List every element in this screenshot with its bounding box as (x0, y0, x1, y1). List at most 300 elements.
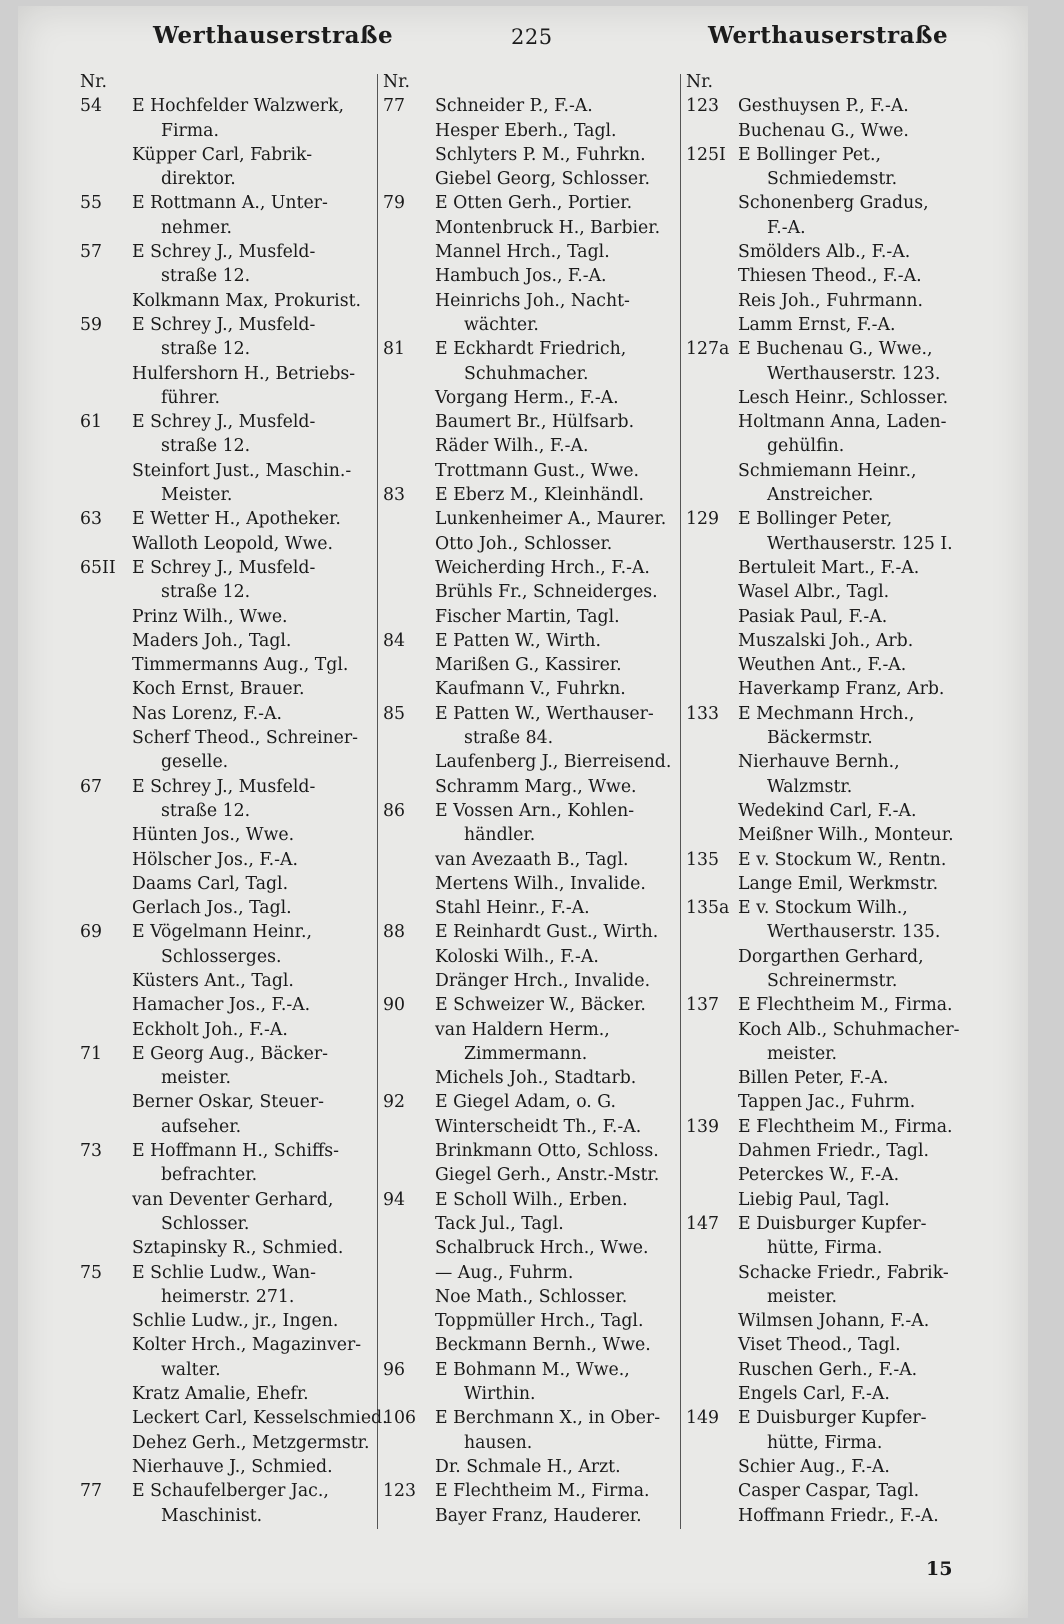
entry-text: Dr. Schmale H., Arzt. (435, 1456, 621, 1477)
address-column-1 (80, 70, 388, 1528)
house-number: 69 (80, 922, 102, 943)
entry-text: Schier Aug., F.-A. (738, 1456, 890, 1477)
resident-line (686, 823, 986, 847)
sheet-number: 15 (926, 1558, 953, 1580)
entry-continuation: meister. (161, 1068, 232, 1089)
entry-text: Steinfort Just., Maschin.- (132, 460, 352, 481)
resident-line (80, 532, 380, 556)
house-number: 71 (80, 1043, 102, 1064)
resident-line (686, 605, 986, 629)
entry-text: E Vögelmann Heinr., (132, 922, 312, 943)
resident-line (686, 264, 986, 288)
entry-text: Timmermanns Aug., Tgl. (132, 655, 349, 676)
resident-line (686, 1066, 986, 1090)
house-number: 135a (686, 898, 730, 919)
entry-text: E Wetter H., Apotheker. (132, 509, 341, 530)
resident-line (80, 434, 380, 458)
house-entry (686, 993, 986, 1017)
entry-text: Engels Carl, F.-A. (738, 1384, 890, 1405)
resident-line (686, 726, 986, 750)
house-number: 67 (80, 776, 102, 797)
entry-text: Tappen Jac., Fuhrm. (738, 1092, 916, 1113)
entry-text: E Duisburger Kupfer- (738, 1213, 927, 1234)
entry-text: Meißner Wilh., Monteur. (738, 825, 954, 846)
entry-text: Noe Math., Schlosser. (435, 1286, 628, 1307)
entry-text: Küpper Carl, Fabrik- (132, 144, 313, 165)
entry-continuation: hausen. (464, 1432, 533, 1453)
entry-text: Bertuleit Mart., F.-A. (738, 557, 920, 578)
resident-line (383, 1285, 683, 1309)
resident-line (383, 1382, 683, 1406)
house-entry (383, 1188, 683, 1212)
resident-line (383, 556, 683, 580)
house-entry (80, 313, 380, 337)
resident-line (80, 945, 380, 969)
entry-text: Casper Caspar, Tagl. (738, 1481, 920, 1502)
entry-text: Haverkamp Franz, Arb. (738, 679, 945, 700)
resident-line (383, 750, 683, 774)
resident-line (383, 1455, 683, 1479)
resident-line (80, 629, 380, 653)
entry-text: Trottmann Gust., Wwe. (435, 460, 640, 481)
entry-text: Schonenberg Gradus, (738, 193, 929, 214)
entry-text: van Avezaath B., Tagl. (435, 849, 629, 870)
entry-text: Montenbruck H., Barbier. (435, 217, 661, 238)
resident-line (80, 1455, 380, 1479)
entry-text: Prinz Wilh., Wwe. (132, 606, 288, 627)
entry-text: E Schrey J., Musfeld- (132, 776, 316, 797)
house-number: 129 (686, 509, 719, 530)
house-entry (686, 848, 986, 872)
house-entry (383, 799, 683, 823)
entry-continuation: heimerstr. 271. (161, 1286, 295, 1307)
resident-line (80, 1115, 380, 1139)
house-entry (383, 1406, 683, 1430)
house-entry (383, 1358, 683, 1382)
entry-text: E Hochfelder Walzwerk, (132, 96, 345, 117)
resident-line (686, 750, 986, 774)
house-number: 54 (80, 96, 102, 117)
page-number: 225 (511, 25, 553, 49)
entry-text: Leckert Carl, Kesselschmied. (132, 1408, 388, 1429)
resident-line (80, 1382, 380, 1406)
resident-line (686, 1455, 986, 1479)
entry-text: Schacke Friedr., Fabrik- (738, 1262, 949, 1283)
entry-text: Hulfershorn H., Betriebs- (132, 363, 356, 384)
resident-line (686, 1188, 986, 1212)
resident-line (80, 726, 380, 750)
entry-text: Schneider P., F.-A. (435, 96, 593, 117)
entry-continuation: händler. (464, 825, 536, 846)
resident-line (383, 823, 683, 847)
resident-line (686, 313, 986, 337)
entry-continuation: Werthauserstr. 125 I. (767, 533, 953, 554)
entry-text: Maders Joh., Tagl. (132, 630, 292, 651)
resident-line (686, 1309, 986, 1333)
entry-text: Kratz Amalie, Ehefr. (132, 1384, 309, 1405)
entry-text: Schlyters P. M., Fuhrkn. (435, 144, 646, 165)
house-entry (80, 920, 380, 944)
entry-continuation: Anstreicher. (767, 485, 874, 506)
house-number: 61 (80, 412, 102, 433)
entry-text: Beckmann Bernh., Wwe. (435, 1335, 651, 1356)
entry-text: Gerlach Jos., Tagl. (132, 898, 292, 919)
house-number: 63 (80, 509, 102, 530)
resident-line (80, 580, 380, 604)
resident-line (686, 362, 986, 386)
entry-text: E v. Stockum Wilh., (738, 898, 908, 919)
entry-text: Koloski Wilh., F.-A. (435, 946, 599, 967)
entry-text: Kolkmann Max, Prokurist. (132, 290, 362, 311)
entry-text: Marißen G., Kassirer. (435, 655, 622, 676)
entry-text: E Bollinger Peter, (738, 509, 893, 530)
house-entry (686, 702, 986, 726)
entry-text: Gesthuysen P., F.-A. (738, 96, 909, 117)
entry-text: Viset Theod., Tagl. (738, 1335, 901, 1356)
resident-line (686, 1236, 986, 1260)
house-number: 139 (686, 1116, 719, 1137)
resident-line (383, 726, 683, 750)
entry-continuation: führer. (161, 387, 220, 408)
entry-text: Kaufmann V., Fuhrkn. (435, 679, 626, 700)
entry-continuation: straße 12. (161, 436, 251, 457)
entry-text: Koch Ernst, Brauer. (132, 679, 305, 700)
resident-line (686, 653, 986, 677)
entry-text: Peterckes W., F.-A. (738, 1165, 900, 1186)
street-title-left: Werthauserstraße (153, 22, 394, 49)
entry-continuation: direktor. (161, 169, 236, 190)
entry-text: Lunkenheimer A., Maurer. (435, 509, 667, 530)
house-number: 65II (80, 557, 116, 578)
entry-text: Küsters Ant., Tagl. (132, 970, 294, 991)
resident-line (686, 629, 986, 653)
entry-continuation: Zimmermann. (464, 1043, 588, 1064)
house-number: 123 (686, 96, 719, 117)
resident-line (80, 1066, 380, 1090)
resident-line (80, 264, 380, 288)
house-entry (80, 775, 380, 799)
resident-line (383, 653, 683, 677)
entry-text: E Georg Aug., Bäcker- (132, 1043, 328, 1064)
entry-text: Lesch Heinr., Schlosser. (738, 387, 949, 408)
resident-line (383, 605, 683, 629)
entry-text: E Patten W., Werthauser- (435, 703, 654, 724)
resident-line (80, 1090, 380, 1114)
resident-line (80, 1018, 380, 1042)
house-entry (80, 1261, 380, 1285)
house-number: 79 (383, 193, 405, 214)
entry-text: Schramm Marg., Wwe. (435, 776, 637, 797)
resident-line (383, 1163, 683, 1187)
entry-text: Tack Jul., Tagl. (435, 1213, 564, 1234)
house-entry (383, 191, 683, 215)
resident-line (686, 1382, 986, 1406)
entry-text: Wasel Albr., Tagl. (738, 582, 890, 603)
entry-continuation: straße 12. (161, 339, 251, 360)
resident-line (686, 289, 986, 313)
resident-line (686, 386, 986, 410)
house-entry (383, 337, 683, 361)
resident-line (80, 653, 380, 677)
entry-text: E Duisburger Kupfer- (738, 1408, 927, 1429)
resident-line (80, 605, 380, 629)
resident-line (80, 1358, 380, 1382)
directory-page (18, 6, 1028, 1618)
house-number: 149 (686, 1408, 719, 1429)
resident-line (686, 459, 986, 483)
entry-text: Nierhauve Bernh., (738, 752, 900, 773)
entry-text: Nas Lorenz, F.-A. (132, 703, 282, 724)
entry-text: Berner Oskar, Steuer- (132, 1092, 324, 1113)
entry-text: Hünten Jos., Wwe. (132, 825, 295, 846)
entry-continuation: Schmiedemstr. (767, 169, 898, 190)
resident-line (686, 1504, 986, 1528)
house-entry (383, 993, 683, 1017)
resident-line (686, 945, 986, 969)
resident-line (686, 216, 986, 240)
house-entry (383, 1090, 683, 1114)
resident-line (80, 799, 380, 823)
entry-continuation: walter. (161, 1359, 221, 1380)
resident-line (383, 289, 683, 313)
entry-text: Brinkmann Otto, Schloss. (435, 1141, 659, 1162)
resident-line (383, 1309, 683, 1333)
entry-continuation: straße 12. (161, 266, 251, 287)
house-number: 59 (80, 314, 102, 335)
entry-text: Stahl Heinr., F.-A. (435, 898, 590, 919)
resident-line (383, 532, 683, 556)
resident-line (686, 1042, 986, 1066)
entry-text: Lamm Ernst, F.-A. (738, 314, 896, 335)
resident-line (80, 167, 380, 191)
resident-line (383, 1431, 683, 1455)
entry-text: E Buchenau G., Wwe., (738, 339, 933, 360)
resident-line (383, 1115, 683, 1139)
entry-text: Hoffmann Friedr., F.-A. (738, 1505, 939, 1526)
entry-text: E Vossen Arn., Kohlen- (435, 800, 635, 821)
entry-text: Buchenau G., Wwe. (738, 120, 909, 141)
entry-text: Hesper Eberh., Tagl. (435, 120, 617, 141)
entry-continuation: Meister. (161, 485, 233, 506)
entry-text: Weuthen Ant., F.-A. (738, 655, 907, 676)
resident-line (686, 969, 986, 993)
house-number: 125I (686, 144, 726, 165)
page-header (18, 6, 1028, 66)
entry-text: E Scholl Wilh., Erben. (435, 1189, 628, 1210)
entry-continuation: Firma. (161, 120, 219, 141)
resident-line (686, 1090, 986, 1114)
resident-line (80, 1188, 380, 1212)
entry-text: E Flechtheim M., Firma. (435, 1481, 650, 1502)
resident-line (686, 240, 986, 264)
entry-text: Hölscher Jos., F.-A. (132, 849, 298, 870)
resident-line (686, 1163, 986, 1187)
resident-line (383, 240, 683, 264)
house-number: 86 (383, 800, 405, 821)
resident-line (80, 119, 380, 143)
resident-line (80, 702, 380, 726)
house-number: 106 (383, 1408, 416, 1429)
entry-text: Hamacher Jos., F.-A. (132, 995, 311, 1016)
entry-continuation: Maschinist. (161, 1505, 263, 1526)
resident-line (383, 1066, 683, 1090)
resident-line (80, 1285, 380, 1309)
resident-line (383, 872, 683, 896)
entry-text: Räder Wilh., F.-A. (435, 436, 589, 457)
entry-text: Winterscheidt Th., F.-A. (435, 1116, 642, 1137)
entry-text: E Reinhardt Gust., Wirth. (435, 922, 659, 943)
entry-text: Dorgarthen Gerhard, (738, 946, 924, 967)
entry-text: Schlie Ludw., jr., Ingen. (132, 1311, 339, 1332)
resident-line (383, 677, 683, 701)
entry-text: Schalbruck Hrch., Wwe. (435, 1238, 649, 1259)
resident-line (383, 459, 683, 483)
house-entry (686, 337, 986, 361)
entry-text: Liebig Paul, Tagl. (738, 1189, 890, 1210)
entry-text: Kolter Hrch., Magazinver- (132, 1335, 362, 1356)
entry-text: Dränger Hrch., Invalide. (435, 970, 651, 991)
house-number: 147 (686, 1213, 719, 1234)
resident-line (383, 386, 683, 410)
resident-line (80, 386, 380, 410)
entry-continuation: Werthauserstr. 135. (767, 922, 941, 943)
entry-text: Baumert Br., Hülfsarb. (435, 412, 635, 433)
resident-line (383, 119, 683, 143)
entry-text: E Schaufelberger Jac., (132, 1481, 329, 1502)
entry-continuation: Schlosserges. (161, 946, 282, 967)
house-number: 57 (80, 242, 102, 263)
entry-text: Mannel Hrch., Tagl. (435, 242, 610, 263)
resident-line (383, 969, 683, 993)
entry-continuation: Schuhmacher. (464, 363, 589, 384)
resident-line (383, 1236, 683, 1260)
address-column-2 (383, 70, 683, 1528)
resident-line (80, 459, 380, 483)
entry-continuation: aufseher. (161, 1116, 242, 1137)
house-entry (686, 507, 986, 531)
entry-text: Hambuch Jos., F.-A. (435, 266, 607, 287)
entry-text: E Schlie Ludw., Wan- (132, 1262, 316, 1283)
entry-text: — Aug., Fuhrm. (435, 1262, 574, 1283)
house-number: 77 (80, 1481, 102, 1502)
entry-text: Sztapinsky R., Schmied. (132, 1238, 344, 1259)
entry-text: E Schrey J., Musfeld- (132, 412, 316, 433)
resident-line (80, 823, 380, 847)
resident-line (686, 1018, 986, 1042)
entry-text: Holtmann Anna, Laden- (738, 412, 947, 433)
house-number: Nr. (80, 72, 107, 92)
resident-line (80, 1333, 380, 1357)
entry-continuation: straße 12. (161, 800, 251, 821)
resident-line (80, 969, 380, 993)
entry-text: Nierhauve J., Schmied. (132, 1456, 333, 1477)
entry-continuation: gehülfin. (767, 436, 845, 457)
entry-continuation: Walzmstr. (767, 776, 853, 797)
house-entry (80, 1479, 380, 1503)
entry-text: Bayer Franz, Hauderer. (435, 1505, 642, 1526)
entry-continuation: straße 12. (161, 582, 251, 603)
resident-line (686, 1261, 986, 1285)
entry-text: Giebel Georg, Schlosser. (435, 169, 651, 190)
house-entry (80, 240, 380, 264)
entry-text: E Otten Gerh., Portier. (435, 193, 633, 214)
house-number: 137 (686, 995, 719, 1016)
resident-line (686, 1139, 986, 1163)
entry-continuation: Schlosser. (161, 1213, 250, 1234)
entry-text: E Schrey J., Musfeld- (132, 557, 316, 578)
house-number: 92 (383, 1092, 405, 1113)
house-entry (80, 556, 380, 580)
entry-text: Dahmen Friedr., Tagl. (738, 1141, 930, 1162)
entry-text: E Flechtheim M., Firma. (738, 995, 953, 1016)
house-entry (686, 143, 986, 167)
entry-text: E Hoffmann H., Schiffs- (132, 1141, 340, 1162)
entry-text: E Eberz M., Kleinhändl. (435, 485, 645, 506)
entry-text: E Bollinger Pet., (738, 144, 881, 165)
entry-text: Toppmüller Hrch., Tagl. (435, 1311, 644, 1332)
resident-line (80, 1431, 380, 1455)
resident-line (80, 1406, 388, 1430)
entry-text: Michels Joh., Stadtarb. (435, 1068, 637, 1089)
resident-line (80, 143, 380, 167)
resident-line (383, 1042, 683, 1066)
entry-text: E Schrey J., Musfeld- (132, 314, 316, 335)
resident-line (80, 1212, 380, 1236)
resident-line (383, 580, 683, 604)
house-number: 133 (686, 703, 719, 724)
entry-text: Fischer Martin, Tagl. (435, 606, 620, 627)
resident-line (383, 362, 683, 386)
entry-text: E Mechmann Hrch., (738, 703, 915, 724)
resident-line (686, 677, 986, 701)
entry-continuation: Werthauserstr. 123. (767, 363, 941, 384)
resident-line (383, 896, 683, 920)
house-entry (80, 507, 380, 531)
resident-line (686, 1431, 986, 1455)
entry-text: Vorgang Herm., F.-A. (435, 387, 619, 408)
entry-text: Dehez Gerh., Metzgermstr. (132, 1432, 370, 1453)
house-number: 75 (80, 1262, 102, 1283)
house-number: Nr. (686, 72, 713, 92)
entry-text: Lange Emil, Werkmstr. (738, 873, 939, 894)
resident-line (686, 532, 986, 556)
house-number: 135 (686, 849, 719, 870)
entry-continuation: Schreinermstr. (767, 970, 898, 991)
entry-text: Otto Joh., Schlosser. (435, 533, 613, 554)
resident-line (686, 556, 986, 580)
resident-line (383, 1212, 683, 1236)
house-entry (686, 1212, 986, 1236)
resident-line (383, 167, 683, 191)
resident-line (383, 848, 683, 872)
entry-continuation: meister. (767, 1043, 838, 1064)
entry-continuation: befrachter. (161, 1165, 258, 1186)
house-number: 96 (383, 1359, 405, 1380)
entry-text: Koch Alb., Schuhmacher- (738, 1019, 960, 1040)
house-number: 88 (383, 922, 405, 943)
entry-text: Heinrichs Joh., Nacht- (435, 290, 630, 311)
entry-text: van Deventer Gerhard, (132, 1189, 334, 1210)
resident-line (686, 1479, 986, 1503)
resident-line (80, 677, 380, 701)
house-number: 55 (80, 193, 102, 214)
entry-text: E Flechtheim M., Firma. (738, 1116, 953, 1137)
house-entry (686, 1406, 986, 1430)
entry-continuation: hütte, Firma. (767, 1432, 883, 1453)
resident-line (383, 945, 683, 969)
entry-text: Weicherding Hrch., F.-A. (435, 557, 650, 578)
resident-line (80, 337, 380, 361)
